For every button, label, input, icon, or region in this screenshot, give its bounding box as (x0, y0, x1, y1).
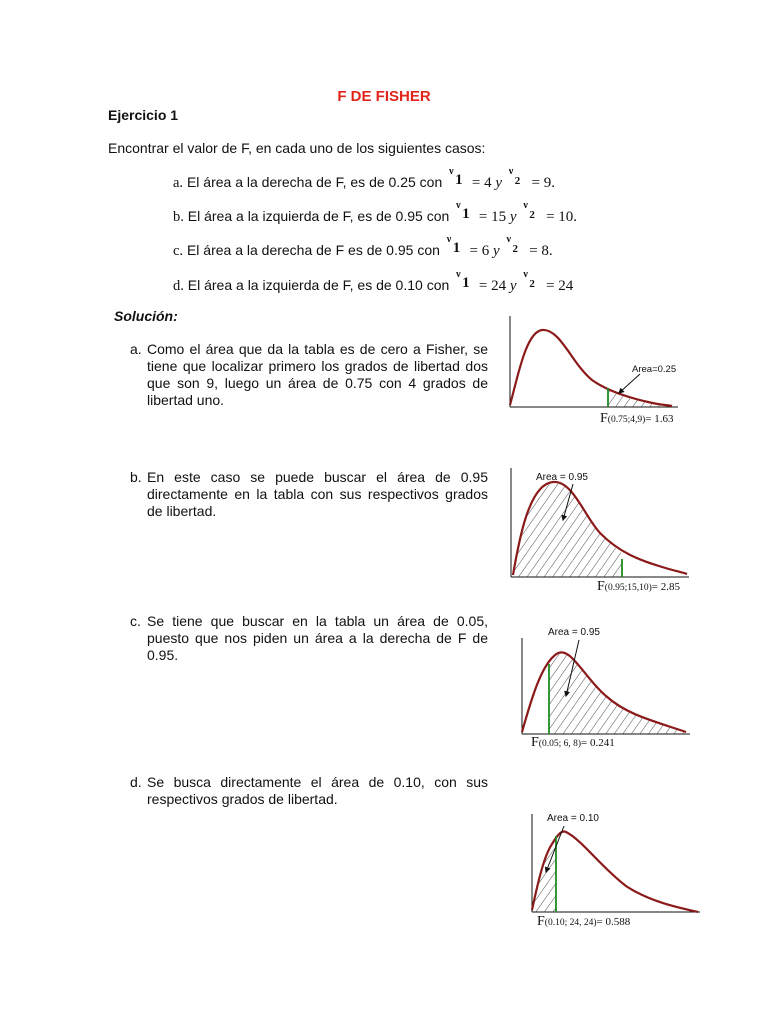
area-label: Area = 0.95 (536, 472, 588, 483)
figure-d (530, 810, 702, 914)
area-label: Area = 0.10 (547, 813, 599, 824)
figure-b (509, 468, 691, 582)
case-letter: a. (173, 175, 184, 191)
solution-text: Como el área que da la tabla es de cero a Fisher, se tiene que localizar primero los grados de libertad dos que son 9, luego un área de 0.75 con 4 grados de libertad uno. (147, 341, 488, 408)
solution-d (130, 774, 488, 808)
f-value-label-b: F(0.95;15,10)= 2.85 (597, 579, 680, 594)
shaded-area (532, 838, 556, 912)
nu1-symbol: ν 1 (456, 269, 470, 291)
figure-c (520, 624, 692, 736)
case-text: El área a la derecha de F es de 0.95 con (186, 242, 440, 258)
case-text: El área a la derecha de F, es de 0.25 con (186, 174, 443, 190)
case-formula: ν 1 = 24 y ν 2 = 24 (456, 269, 574, 294)
case-text: El área a la izquierda de F, es de 0.95 con (187, 208, 450, 224)
solution-title: Solución: (114, 308, 178, 324)
solution-letter: a. (130, 341, 142, 357)
solution-text: En este caso se puede buscar el área de 0.95 directamente en la tabla con sus respectivos grados de libertad. (147, 469, 488, 519)
f-value-label-d: F(0.10; 24, 24)= 0.588 (537, 914, 631, 929)
case-formula: ν 1 = 4 y ν 2 = 9. (449, 166, 555, 191)
figure-a (508, 316, 680, 412)
f-value-label-a: F(0.75;4,9)= 1.63 (600, 411, 674, 426)
solution-letter: d. (130, 774, 142, 790)
solution-letter: b. (130, 469, 142, 485)
shaded-area (513, 482, 624, 577)
case-letter: c. (173, 243, 184, 259)
f-value-label-c: F(0.05; 6, 8)= 0.241 (531, 735, 615, 750)
case-d (173, 269, 574, 295)
case-formula: ν 1 = 6 y ν 2 = 8. (446, 234, 553, 259)
case-text: El área a la izquierda de F, es de 0.10 con (187, 277, 450, 293)
solution-letter: c. (130, 613, 141, 629)
area-label: Area=0.25 (632, 364, 677, 375)
nu2-symbol: ν 2 (508, 166, 521, 187)
case-a (173, 166, 555, 192)
solution-text: Se tiene que buscar en la tabla un área de 0.05, puesto que nos piden un área a la derecha de F de 0.95. (147, 613, 488, 663)
case-formula: ν 1 = 15 y ν 2 = 10. (456, 200, 578, 225)
solution-a (130, 341, 488, 409)
area-arrow (619, 374, 640, 393)
nu2-symbol: ν 2 (506, 234, 518, 255)
solution-text: Se busca directamente el área de 0.10, con sus respectivos grados de libertad. (147, 774, 488, 807)
case-b (173, 200, 578, 226)
case-c (173, 234, 553, 260)
page-title: F DE FISHER (337, 88, 431, 105)
nu1-symbol: ν 1 (456, 200, 470, 222)
nu2-symbol: ν 2 (523, 269, 535, 290)
case-letter: b. (173, 209, 184, 225)
nu2-symbol: ν 2 (523, 200, 535, 221)
exercise-title: Ejercicio 1 (108, 107, 179, 123)
nu1-symbol: ν 1 (449, 166, 463, 188)
case-letter: d. (173, 278, 184, 294)
nu1-symbol: ν 1 (446, 234, 461, 256)
shaded-area (549, 654, 686, 734)
area-label: Area = 0.95 (548, 627, 600, 638)
intro-text: Encontrar el valor de F, en cada uno de los siguientes casos: (108, 140, 486, 156)
solution-b (130, 469, 488, 520)
solution-c (130, 613, 488, 664)
